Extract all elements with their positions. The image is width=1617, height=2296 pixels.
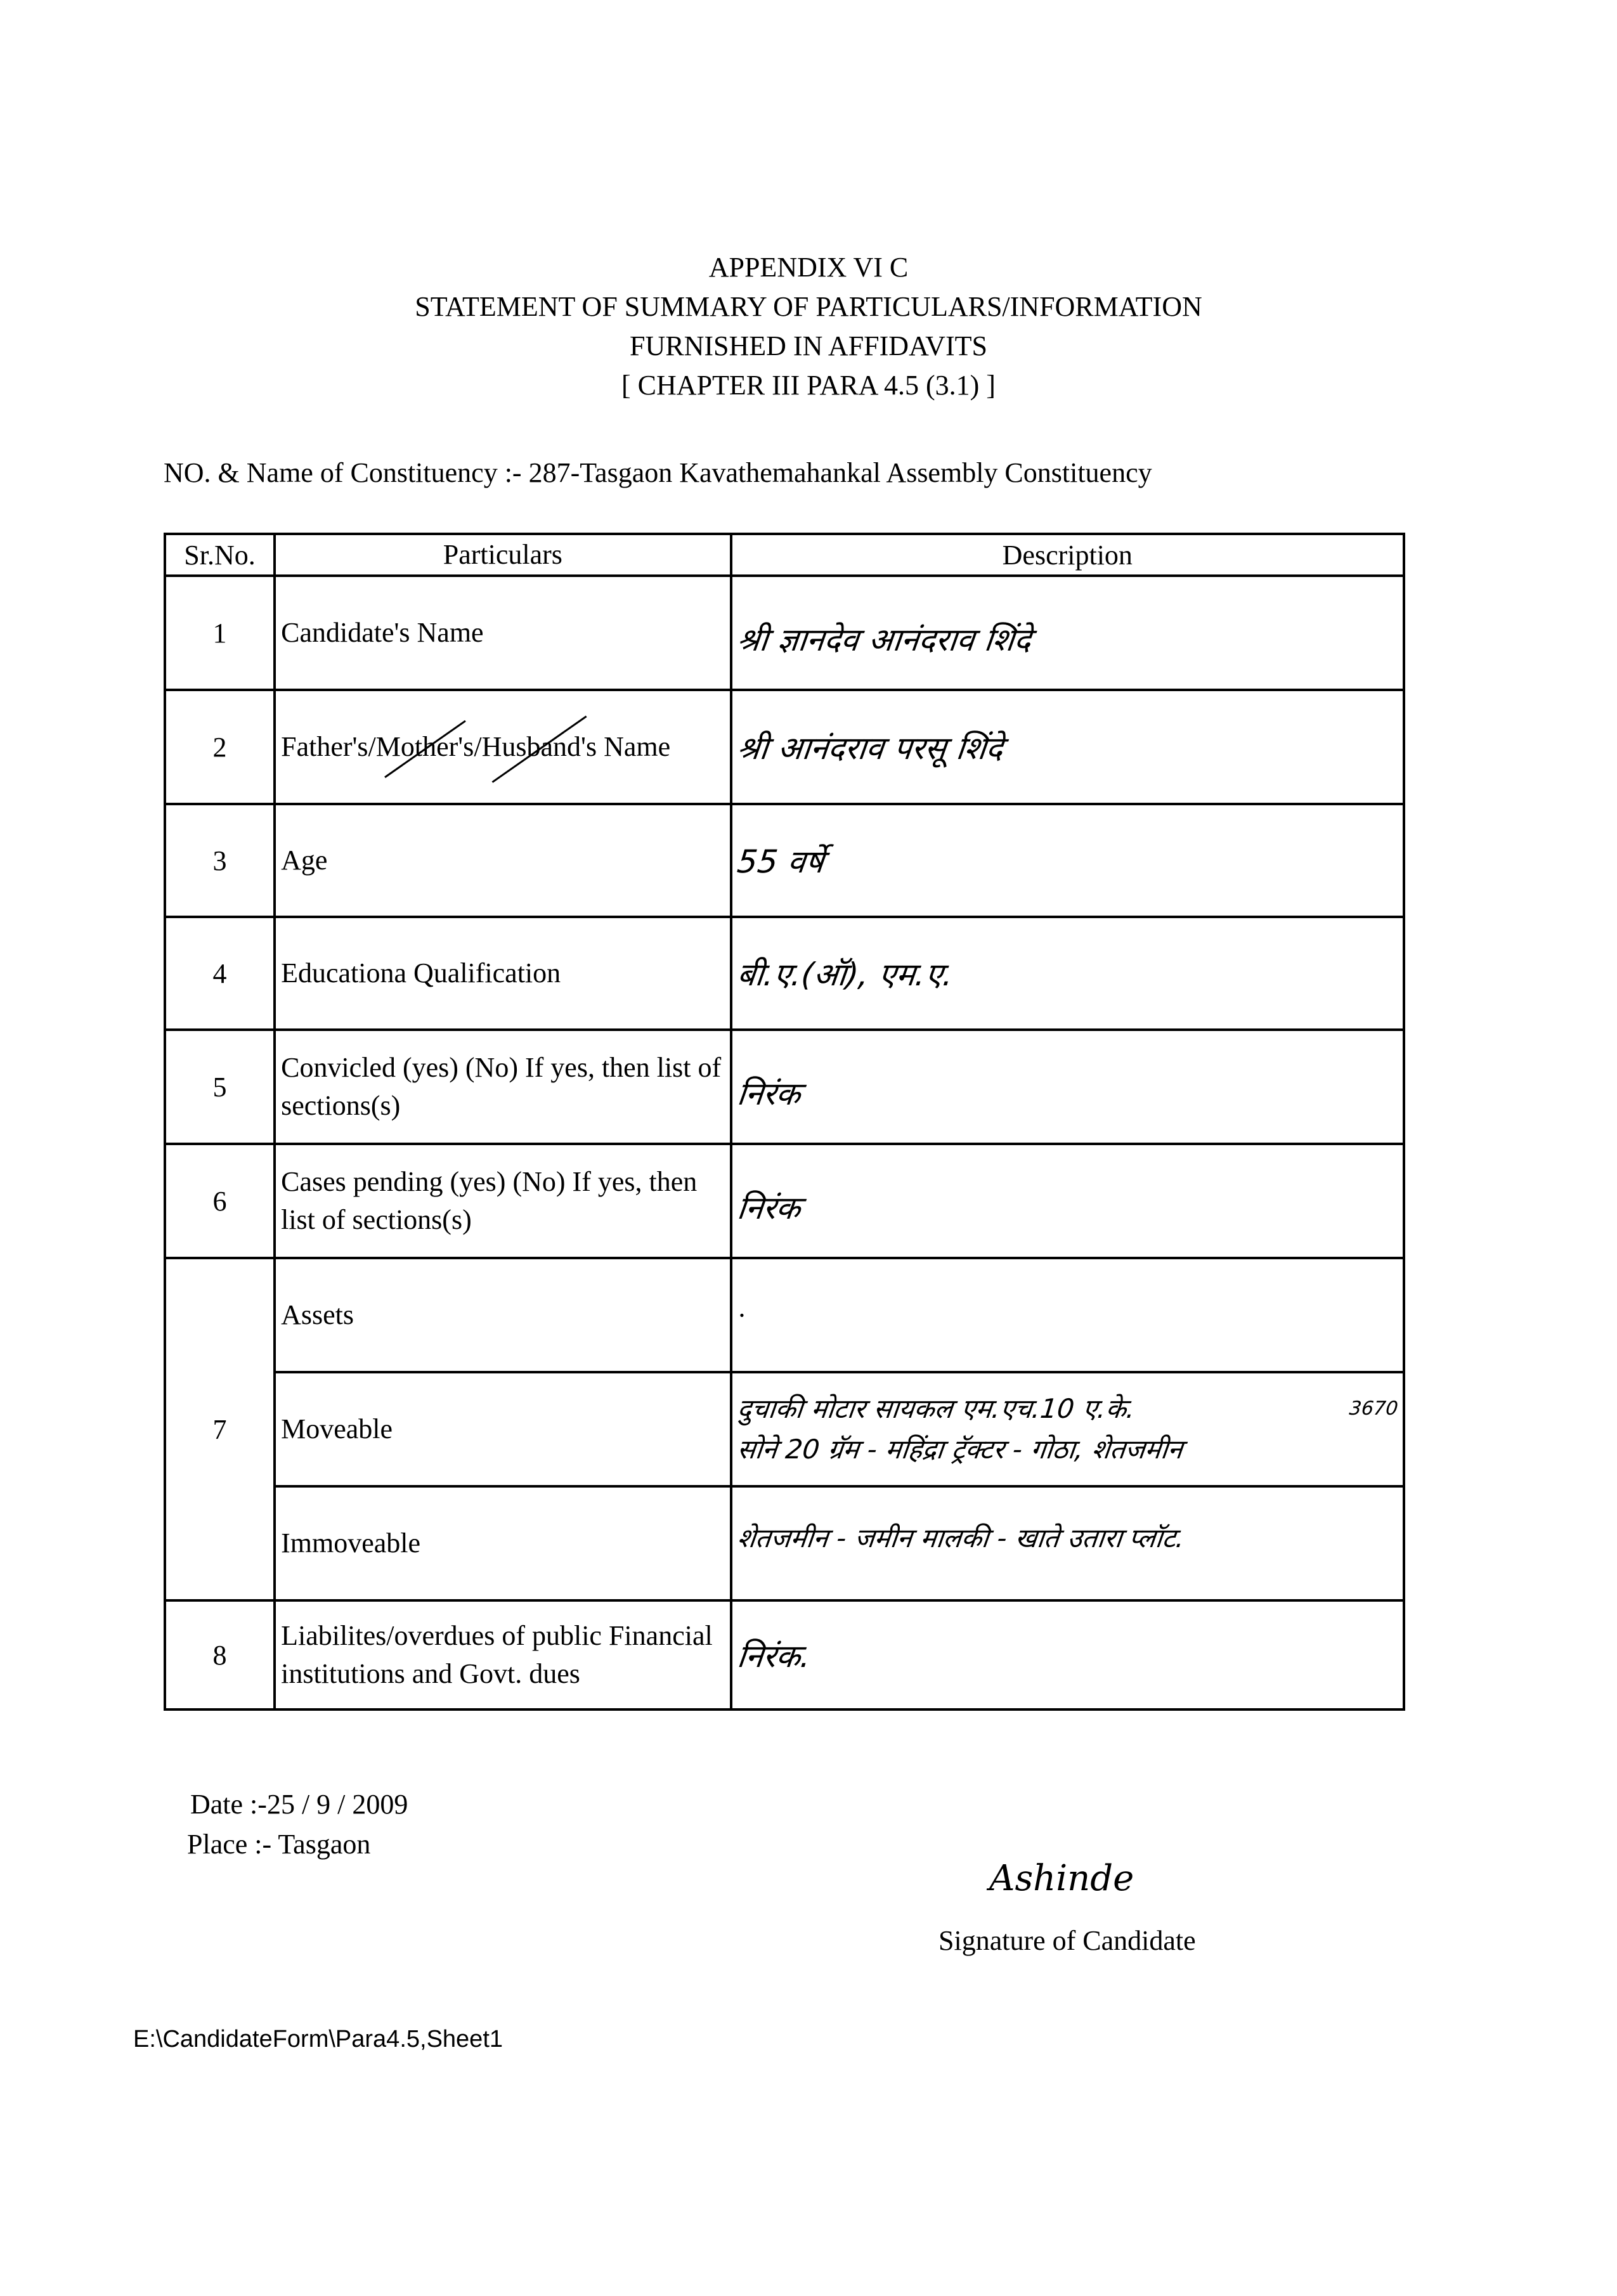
- particulars-table: [164, 533, 1405, 1711]
- label-part: Name: [597, 731, 671, 762]
- table-row: [165, 1258, 1404, 1372]
- particular-label: Convicled (yes) (No) If yes, then list of sections(s): [275, 1030, 731, 1144]
- table-row: [165, 690, 1404, 804]
- particular-label: Moveable: [275, 1372, 731, 1486]
- constituency-value: 287-Tasgaon Kavathemahankal Assembly Constituency: [528, 457, 1152, 488]
- constituency-line: [164, 457, 1152, 489]
- table-row: [165, 1486, 1404, 1600]
- description-value: [731, 1486, 1404, 1600]
- sr-no: 2: [165, 690, 275, 804]
- description-value: [731, 804, 1404, 917]
- appendix-title: APPENDIX VI C: [708, 252, 909, 283]
- sr-no: 5: [165, 1030, 275, 1144]
- particular-label: Cases pending (yes) (No) If yes, then list of sections(s): [275, 1144, 731, 1258]
- column-header-srno: Sr.No.: [165, 534, 275, 576]
- handwritten-entry: श्री आनंदराव परसू शिंदे: [735, 730, 1005, 767]
- struck-label-part: Mother's: [375, 731, 474, 762]
- handwritten-entry: निरंक: [735, 1190, 802, 1226]
- particular-label: Educationa Qualification: [275, 917, 731, 1030]
- furnished-title: FURNISHED IN AFFIDAVITS: [630, 330, 987, 361]
- date-value: 25 / 9 / 2009: [266, 1789, 408, 1820]
- handwritten-entry: निरंक: [735, 1075, 802, 1112]
- description-value: [731, 1372, 1404, 1486]
- particular-label: Liabilites/overdues of public Financial institutions and Govt. dues: [275, 1600, 731, 1709]
- file-path-footer: E:\CandidateForm\Para4.5,Sheet1: [133, 2026, 503, 2053]
- table-row: [165, 576, 1404, 690]
- particular-label: [275, 690, 731, 804]
- table-row: [165, 1600, 1404, 1709]
- candidate-signature: Ashinde: [989, 1858, 1134, 1899]
- handwritten-entry: 55 वर्षे: [735, 843, 826, 880]
- column-header-particulars: Particulars: [275, 534, 731, 576]
- date-line: [190, 1788, 408, 1820]
- sr-no: 6: [165, 1144, 275, 1258]
- column-header-description: Description: [731, 534, 1404, 576]
- handwritten-entry: प्लॉट.: [1127, 1522, 1186, 1553]
- description-value: [731, 1144, 1404, 1258]
- handwritten-note: 3670: [1348, 1398, 1399, 1420]
- description-value: [731, 690, 1404, 804]
- label-part: /: [474, 731, 482, 762]
- description-value: [731, 1258, 1404, 1372]
- place-line: [187, 1828, 370, 1860]
- chapter-reference: [ CHAPTER III PARA 4.5 (3.1) ]: [621, 370, 996, 401]
- particular-label: Assets: [275, 1258, 731, 1372]
- table-row: [165, 1372, 1404, 1486]
- table-row: [165, 917, 1404, 1030]
- sr-no: 8: [165, 1600, 275, 1709]
- handwritten-entry: दुचाकी मोटार सायकल एम.एच.10 ए.के.: [736, 1393, 1136, 1424]
- table-row: [165, 804, 1404, 917]
- constituency-label: NO. & Name of Constituency :-: [164, 457, 529, 488]
- table-header-row: [165, 534, 1404, 576]
- handwritten-entry: बी.ए.(ऑ), एम.ए.: [735, 956, 955, 993]
- handwritten-entry: श्री ज्ञानदेव आनंदराव शिंदे: [735, 621, 1033, 658]
- handwritten-entry: निरंक.: [735, 1638, 812, 1675]
- sr-no: 7: [165, 1258, 275, 1600]
- description-value: [731, 917, 1404, 1030]
- place-label: Place :-: [187, 1829, 278, 1860]
- statement-title: STATEMENT OF SUMMARY OF PARTICULARS/INFORMATION: [415, 291, 1202, 322]
- stray-mark: ·: [737, 1299, 747, 1331]
- signature-label: Signature of Candidate: [938, 1925, 1196, 1956]
- label-part: Father's/: [281, 731, 376, 762]
- particular-label: Age: [275, 804, 731, 917]
- table-row: [165, 1030, 1404, 1144]
- particular-label: Immoveable: [275, 1486, 731, 1600]
- description-value: [731, 1600, 1404, 1709]
- sr-no: 1: [165, 576, 275, 690]
- table-row: [165, 1144, 1404, 1258]
- date-label: Date :-: [190, 1789, 267, 1820]
- sr-no: 4: [165, 917, 275, 1030]
- struck-label-part: Husband's: [481, 731, 597, 762]
- handwritten-entry: सोने 20 ग्रॅम - महिंद्रा ट्रॅक्टर - गोठा, शेतजमीन: [736, 1434, 1185, 1465]
- sr-no: 3: [165, 804, 275, 917]
- handwritten-entry: शेतजमीन - जमीन मालकी - खाते उतारा: [736, 1522, 1124, 1553]
- description-value: [731, 576, 1404, 690]
- description-value: [731, 1030, 1404, 1144]
- particular-label: Candidate's Name: [275, 576, 731, 690]
- place-value: Tasgaon: [278, 1829, 371, 1860]
